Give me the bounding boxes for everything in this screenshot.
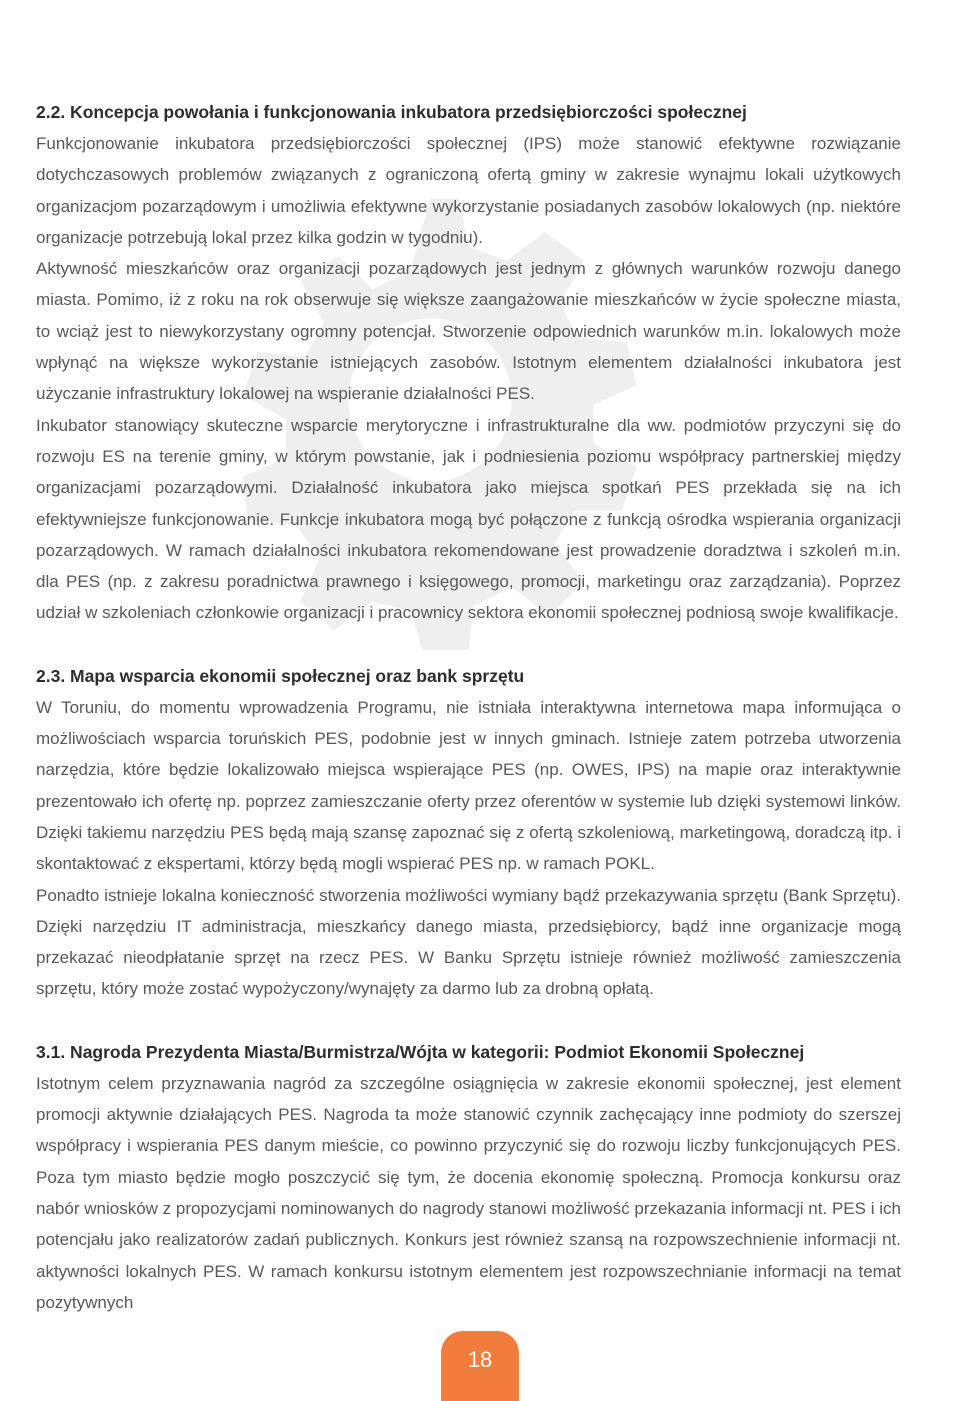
paragraph: Aktywność mieszkańców oraz organizacji pozarządowych jest jednym z głównych warunków rozwoju danego miasta. Pomimo, iż z roku na rok obserwuje się większe zaangażowanie mieszkańców w życie społeczne miasta, to wciąż jest to niewykorzystany ogromny potencjał. Stworzenie odpowiednich warunków m.in. lokalowych może wpłynąć na większe wykorzystanie istniejących zasobów. Istotnym elementem działalności inkubatora jest użyczanie infrastruktury lokalowej na wspieranie działalności PES. xyxy=(36,259,901,404)
page-number: 18 xyxy=(467,1347,493,1372)
section-heading-3-1: 3.1. Nagroda Prezydenta Miasta/Burmistrza/Wójta w kategorii: Podmiot Ekonomii Społecznej xyxy=(36,1041,805,1062)
section-heading-2-2: 2.2. Koncepcja powołania i funkcjonowania inkubatora przedsiębiorczości społecznej xyxy=(36,102,747,122)
page-content xyxy=(36,96,901,1318)
page-number-tab xyxy=(441,1331,519,1401)
paragraph: Istotnym celem przyznawania nagród za szczególne osiągnięcia w zakresie ekonomii społecznej, jest element promocji aktywnie działających PES. Nagroda ta może stanowić czynnik zachęcający inne podmioty do szerszej współpracy i wspierania PES danym mieście, co powinno przyczynić się do rozwoju liczby funkcjonujących PES. Poza tym miasto będzie mogło poszczycić się tym, że docenia ekonomię społeczną. Promocja konkursu oraz nabór wniosków z propozycjami nominowanych do nagrody stanowi możliwość przekazania informacji nt. PES i ich potencjału jako realizatorów zadań publicznych. Konkurs jest również szansą na rozpowszechnienie informacji nt. aktywności lokalnych PES. W ramach konkursu istotnym elementem jest rozpowszechnianie informacji na temat pozytywnych xyxy=(36,1073,901,1312)
paragraph: Funkcjonowanie inkubatora przedsiębiorczości społecznej (IPS) może stanowić efektywne rozwiązanie dotychczasowych problemów związanych z ograniczoną ofertą gminy w zakresie wynajmu lokali użytkowych organizacjom pozarządowym i umożliwia efektywne wykorzystanie posiadanych zasobów lokalowych (np. niektóre organizacje potrzebują lokal przez kilka godzin w tygodniu). xyxy=(36,134,901,247)
paragraph: Inkubator stanowiący skuteczne wsparcie merytoryczne i infrastrukturalne dla ww. podmiotów przyczyni się do rozwoju ES na terenie gminy, w którym powstanie, jak i podniesienia poziomu współpracy partnerskiej między organizacjami pozarządowymi. Działalność inkubatora jako miejsca spotkań PES przekłada się na ich efektywniejsze funkcjonowanie. Funkcje inkubatora mogą być połączone z funkcją ośrodka wspierania organizacji pozarządowych. W ramach działalności inkubatora rekomendowane jest prowadzenie doradztwa i szkoleń m.in. dla PES (np. z zakresu poradnictwa prawnego i księgowego, promocji, marketingu oraz zarządzania). Poprzez udział w szkoleniach członkowie organizacji i pracownicy sektora ekonomii społecznej podniosą swoje kwalifikacje. xyxy=(36,415,901,623)
section-heading-2-3: 2.3. Mapa wsparcia ekonomii społecznej oraz bank sprzętu xyxy=(36,665,525,686)
paragraph: Ponadto istnieje lokalna konieczność stworzenia możliwości wymiany bądź przekazywania sprzętu (Bank Sprzętu). Dzięki narzędziu IT administracja, mieszkańcy danego miasta, przedsiębiorcy, bądź inne organizacje mogą przekazać nieodpłatanie sprzęt na rzecz PES. W Banku Sprzętu istnieje również możliwość zamieszczenia sprzętu, który może zostać wypożyczony/wynajęty za darmo lub za drobną opłatą. xyxy=(36,885,901,999)
paragraph: W Toruniu, do momentu wprowadzenia Programu, nie istniała interaktywna internetowa mapa informująca o możliwościach wsparcia toruńskich PES, podobnie jest w innych gminach. Istnieje zatem potrzeba utworzenia narzędzia, które będzie lokalizowało miejsca wspierające PES (np. OWES, IPS) na mapie oraz interaktywnie prezentowało ich ofertę np. poprzez zamieszczanie oferty przez oferentów w systemie lub dzięki systemowi linków. Dzięki takiemu narzędziu PES będą mają szansę zapoznać się z ofertą szkoleniową, marketingową, doradczą itp. i skontaktować z ekspertami, którzy będą mogli wspierać PES np. w ramach POKL. xyxy=(36,697,901,874)
